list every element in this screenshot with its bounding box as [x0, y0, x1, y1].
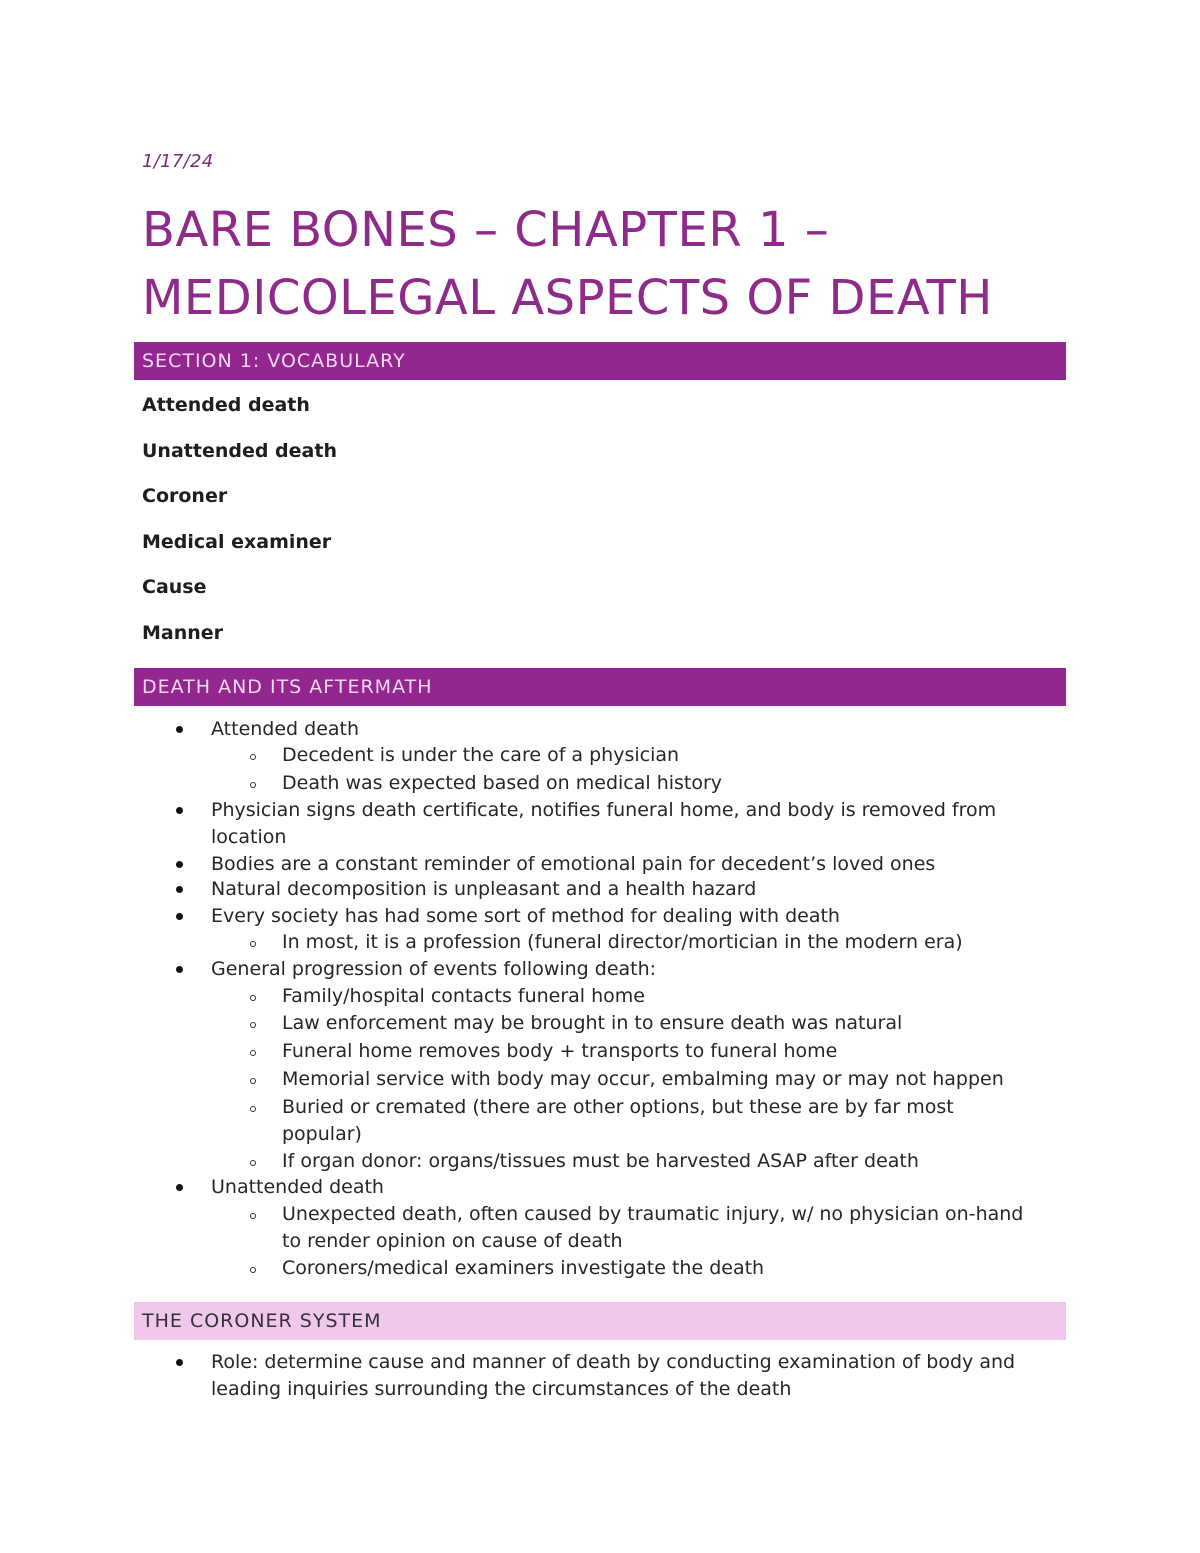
circle-bullet-icon	[250, 1078, 256, 1084]
list-item: Natural decomposition is unpleasant and a health hazard	[211, 878, 757, 900]
vocab-term: Manner	[142, 621, 224, 644]
bullet-icon	[176, 807, 183, 814]
list-item-continuation: location	[211, 826, 287, 848]
bullet-icon	[176, 1359, 183, 1366]
circle-bullet-icon	[250, 1213, 256, 1219]
title-line-1: BARE BONES – CHAPTER 1 –	[142, 202, 830, 258]
bullet-icon	[176, 861, 183, 868]
vocab-term: Cause	[142, 576, 207, 599]
list-subitem: Law enforcement may be brought in to ensure death was natural	[282, 1012, 903, 1034]
circle-bullet-icon	[250, 782, 256, 788]
list-subitem-continuation: to render opinion on cause of death	[282, 1230, 623, 1252]
bullet-icon	[176, 886, 183, 893]
title-line-2: MEDICOLEGAL ASPECTS OF DEATH	[142, 270, 993, 326]
bullet-icon	[176, 913, 183, 920]
bullet-icon	[176, 726, 183, 733]
list-subitem: Family/hospital contacts funeral home	[282, 985, 645, 1007]
list-item: Physician signs death certificate, notifies funeral home, and body is removed from	[211, 799, 997, 821]
section-header-vocabulary: SECTION 1: VOCABULARY	[134, 342, 1066, 380]
list-item: Unattended death	[211, 1176, 384, 1198]
circle-bullet-icon	[250, 1050, 256, 1056]
circle-bullet-icon	[250, 1022, 256, 1028]
bullet-icon	[176, 1184, 183, 1191]
list-subitem: Death was expected based on medical history	[282, 772, 723, 794]
circle-bullet-icon	[250, 941, 256, 947]
list-subitem-continuation: popular)	[282, 1123, 362, 1145]
list-item: General progression of events following death:	[211, 958, 657, 980]
bullet-icon	[176, 966, 183, 973]
list-subitem: In most, it is a profession (funeral director/mortician in the modern era)	[282, 931, 963, 953]
vocab-term: Attended death	[142, 394, 310, 416]
list-item: Role: determine cause and manner of death by conducting examination of body and	[211, 1351, 1016, 1373]
circle-bullet-icon	[250, 1106, 256, 1112]
circle-bullet-icon	[250, 1267, 256, 1273]
circle-bullet-icon	[250, 995, 256, 1001]
circle-bullet-icon	[250, 1160, 256, 1166]
list-subitem: Decedent is under the care of a physician	[282, 744, 680, 766]
list-subitem: Funeral home removes body + transports to funeral home	[282, 1040, 838, 1062]
section-header-aftermath: DEATH AND ITS AFTERMATH	[134, 668, 1066, 706]
date-label: 1/17/24	[142, 151, 214, 172]
circle-bullet-icon	[250, 754, 256, 760]
list-subitem: Coroners/medical examiners investigate the death	[282, 1257, 765, 1279]
list-item: Bodies are a constant reminder of emotional pain for decedent’s loved ones	[211, 853, 936, 875]
list-subitem: Memorial service with body may occur, embalming may or may not happen	[282, 1068, 1004, 1090]
list-subitem: If organ donor: organs/tissues must be harvested ASAP after death	[282, 1150, 919, 1172]
list-item: Attended death	[211, 718, 360, 740]
vocab-term: Unattended death	[142, 439, 337, 462]
list-subitem: Buried or cremated (there are other options, but these are by far most	[282, 1096, 954, 1118]
vocabulary-list	[142, 391, 337, 665]
section-header-coroner: THE CORONER SYSTEM	[134, 1302, 1066, 1340]
list-item-continuation: leading inquiries surrounding the circumstances of the death	[211, 1378, 792, 1400]
list-item: Every society has had some sort of method for dealing with death	[211, 905, 840, 927]
vocab-term: Medical examiner	[142, 530, 332, 553]
vocab-term: Coroner	[142, 485, 228, 508]
list-subitem: Unexpected death, often caused by traumatic injury, w/ no physician on-hand	[282, 1203, 1024, 1225]
page-title	[142, 196, 1102, 332]
